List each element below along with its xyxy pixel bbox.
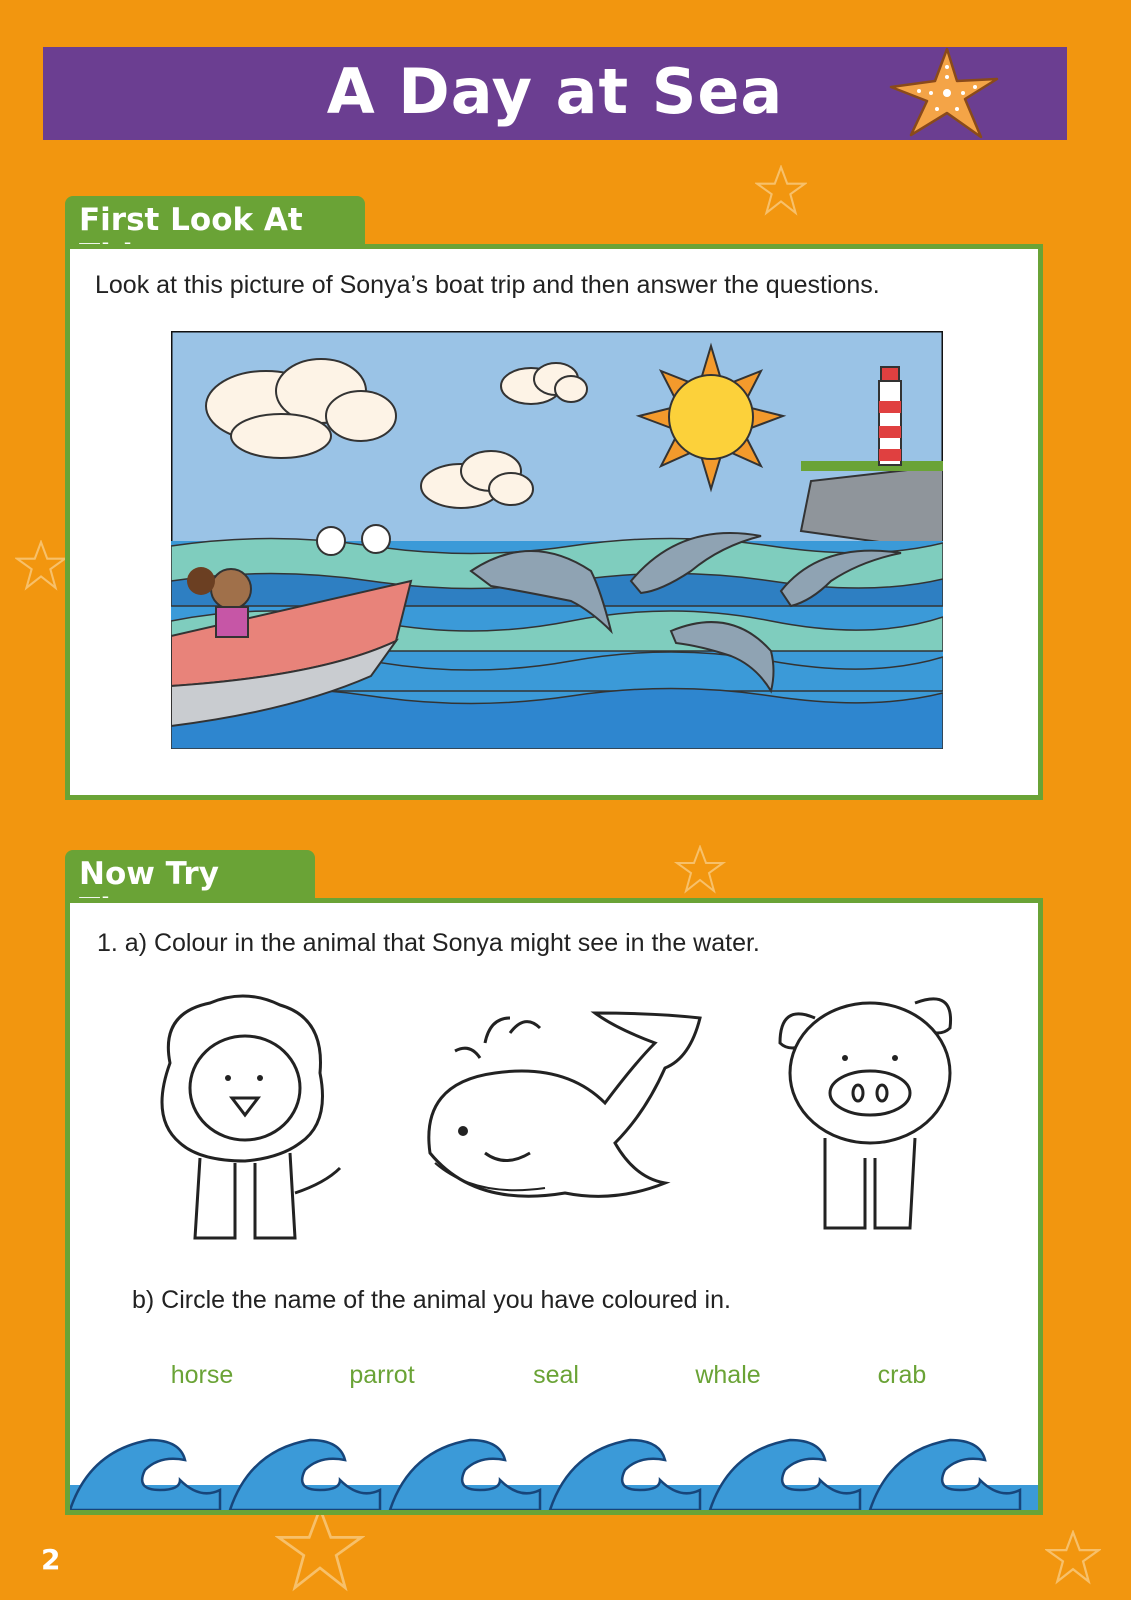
instruction-text: Look at this picture of Sonya’s boat trip and then answer the questions. (95, 271, 880, 299)
first-look-panel (65, 244, 1043, 800)
question-a-text: 1. a) Colour in the animal that Sonya might see in the water. (97, 929, 760, 957)
boat-trip-picture (171, 331, 943, 749)
background-star-icon (15, 540, 67, 592)
background-star-icon (755, 165, 807, 217)
wave-border (70, 1430, 1038, 1510)
pig-icon[interactable] (770, 983, 970, 1253)
background-star-icon (670, 845, 730, 895)
now-try-panel (65, 898, 1043, 1515)
word-option-horse[interactable]: horse (170, 1361, 234, 1389)
word-option-crab[interactable]: crab (877, 1361, 927, 1389)
question-b-text: b) Circle the name of the animal you have coloured in. (132, 1286, 731, 1314)
word-option-whale[interactable]: whale (695, 1361, 761, 1389)
background-star-icon (275, 1505, 365, 1595)
starfish-icon (885, 47, 1005, 142)
title-bar (43, 47, 1067, 140)
page-number: 2 (41, 1543, 61, 1576)
word-option-parrot[interactable]: parrot (349, 1361, 415, 1389)
word-option-seal[interactable]: seal (533, 1361, 579, 1389)
tab-now-try: Now Try (65, 850, 315, 902)
tab-first-look: First Look At (65, 196, 365, 248)
lion-icon[interactable] (140, 993, 350, 1253)
lighthouse-icon (879, 367, 901, 465)
page-title: A Day at Sea (326, 55, 784, 128)
whale-icon[interactable] (415, 1003, 715, 1213)
background-star-icon (1045, 1530, 1101, 1586)
